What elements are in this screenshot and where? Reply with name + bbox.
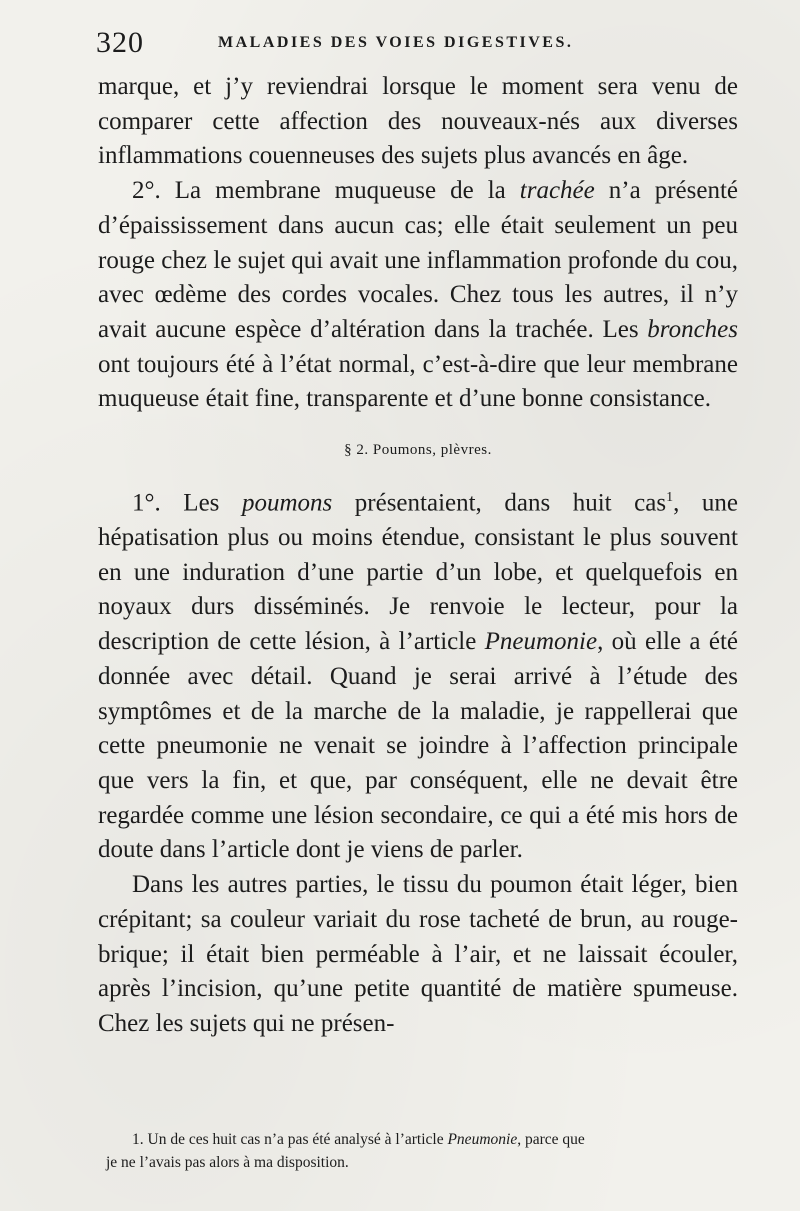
paragraph-4-text: Dans les autres parties, le tissu du poumon était léger, bien crépitant; sa couleur variait du rose tacheté de brun, au rouge-brique; il était bien perméable à l’air, et ne laissait écouler, après l’incision, qu’une petite quantité de matière spumeuse. Chez les sujets qui ne présen- [98,871,738,1037]
paragraph-2-text-a: 2°. La membrane muqueuse de la [132,177,520,205]
body-text [98,70,738,1042]
paragraph-1-text: marque, et j’y reviendrai lorsque le moment sera venu de comparer cette affection des nouveaux-nés aux diverses inflammations couenneuses des sujets plus avancés en âge. [98,73,738,170]
paragraph-3-text-a: 1°. Les [132,489,242,517]
paragraph-3-text-d: , où elle a été donnée avec détail. Quand je serai arrivé à l’étude des symptômes et de la marche de la maladie, je rappellerai que cette pneumonie ne venait se joindre à l’affection principale que vers la fin, et que, par conséquent, elle ne devait être regardée comme une lésion secondaire, ce qui a été mis hors de doute dans l’article dont je viens de parler. [98,628,738,864]
section-heading: § 2. Poumons, plèvres. [344,442,492,459]
paragraph-3 [98,481,738,868]
paragraph-3-italic-poumons: poumons [241,489,333,517]
paragraph-3-text-c: , une hépatisation plus ou moins étendue, consistant le plus souvent en une induration d’une partie d’un lobe, et quelquefois en noyaux durs disséminés. Je renvoie le lecteur, pour la description de cette lésion, à l’article [98,489,738,656]
running-title: MALADIES DES VOIES DIGESTIVES. [218,34,574,51]
paragraph-3-text-b: présentaient, dans huit cas [332,489,667,517]
footnote-line-2: je ne l’avais pas alors à ma disposition. [106,1154,349,1171]
page-header [96,26,760,62]
paragraph-3-italic-pneumonie: Pneumonie [484,628,598,656]
footnote-text-a: 1. Un de ces huit cas n’a pas été analysé à l’article [132,1131,448,1148]
footnote-text-b: , parce que [517,1131,585,1148]
footnote-italic-pneumonie: Pneumonie [447,1131,518,1148]
footnote-marker: 1 [666,490,674,506]
paragraph-1 [98,70,738,174]
paragraph-2-italic-bronches: bronches [647,315,738,343]
footnotes [106,1128,746,1174]
paragraph-2-text-c: ont toujours été à l’état normal, c’est-à-dire que leur membrane muqueuse était fine, transparente et d’une bonne consistance. [98,350,738,413]
paragraph-2 [98,174,738,417]
footnote-line-1 [106,1128,746,1151]
paragraph-2-italic-trachee: trachée [519,177,595,205]
paragraph-2-text-b: n’a présenté d’épaississement dans aucun cas; elle était seulement un peu rouge chez le sujet qui avait une inflammation profonde du cou, avec œdème des cordes vocales. Chez tous les autres, il n’y avait aucune espèce d’altération dans la trachée. Les [98,177,738,343]
paragraph-4 [98,868,738,1042]
page-number: 320 [96,26,144,59]
